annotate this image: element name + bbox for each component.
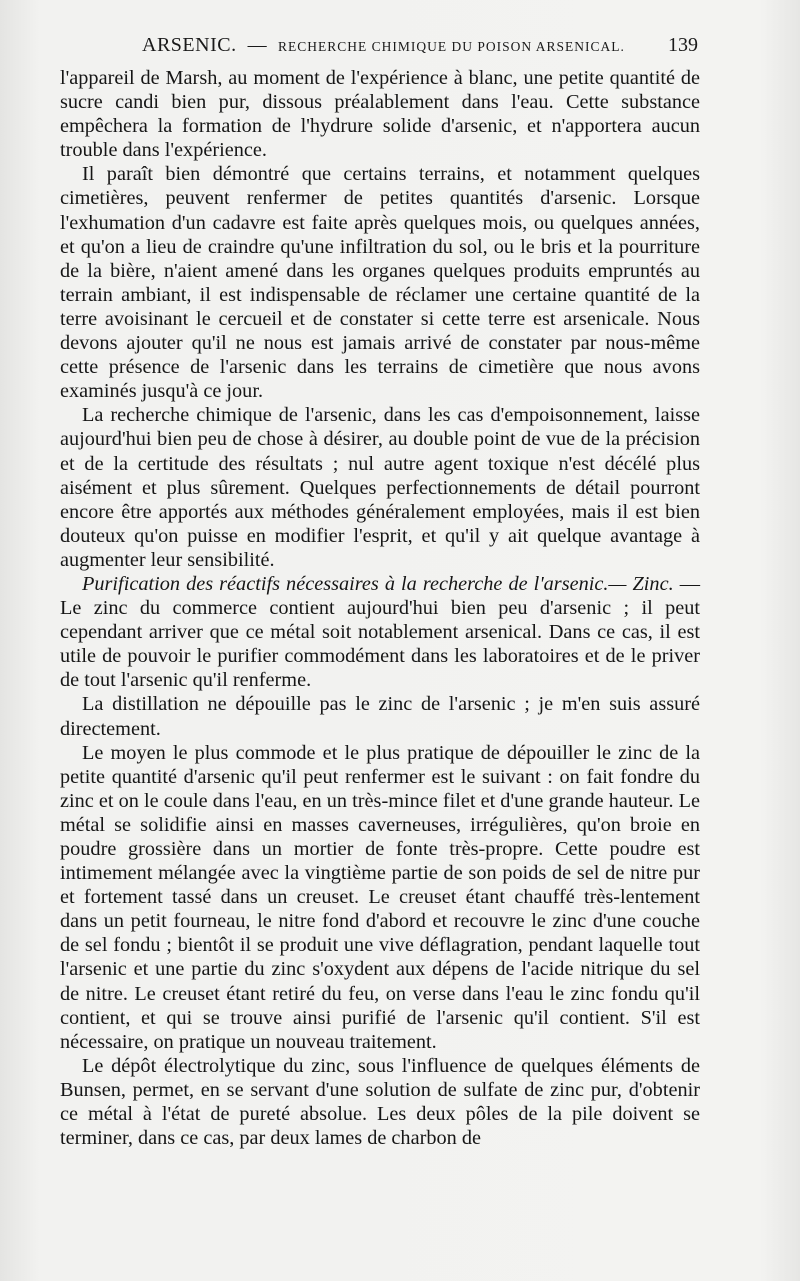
paragraph-4-text: — Le zinc du commerce contient aujourd'hui bien peu d'arsenic ; il peut cependant arriver que ce métal soit notablement arsenical. Dans ce cas, il est utile de pouvoir le purifier commodément dans les laboratoires et de le priver de tout l'arsenic qu'il renferme. <box>60 572 700 692</box>
paragraph-2: Il paraît bien démontré que certains terrains, et notamment quelques cimetières, peuvent renfermer de petites quantités d'arsenic. Lorsque l'exhumation d'un cadavre est faite après quelques mois, ou quelques années, et qu'on a lieu de craindre qu'une infiltration du sol, ou le bris et la pourriture de la bière, n'aient amené dans les organes quelques produits empruntés au terrain ambiant, il est indispensable de réclamer une certaine quantité de la terre avoisinant le cercueil et de constater si cette terre est arsenicale. Nous devons ajouter qu'il ne nous est jamais arrivé de constater par nous-même cette présence de l'arsenic dans les terrains de cimetière que nous avons examinés jusqu'à ce jour. <box>60 163 700 403</box>
running-header <box>60 34 700 62</box>
paragraph-1: l'appareil de Marsh, au moment de l'expérience à blanc, une petite quantité de sucre candi bien pur, dissous préalablement dans l'eau. Cette substance empêchera la formation de l'hydrure solide d'arsenic, et n'apportera aucun trouble dans l'expérience. <box>60 67 700 162</box>
header-title-main: ARSENIC. <box>142 34 237 56</box>
header-title-sub: RECHERCHE CHIMIQUE DU POISON ARSENICAL. <box>278 39 625 54</box>
page-body <box>60 66 700 1150</box>
header-title-dash: — <box>247 35 267 56</box>
running-title <box>142 34 625 57</box>
paragraph-6: Le moyen le plus commode et le plus pratique de dépouiller le zinc de la petite quantité d'arsenic qu'il peut renfermer est le suivant : on fait fondre du zinc et on le coule dans l'eau, en un très-mince filet et d'une grande hauteur. Le métal se solidifie ainsi en masses caverneuses, irrégulières, qu'on broie en poudre grossière dans un mortier de fonte très-propre. Cette poudre est intimement mélangée avec la vingtième partie de son poids de sel de nitre pur et fortement tassé dans un creuset. Le creuset étant chauffé très-lentement dans un petit fourneau, le nitre fond d'abord et recouvre le zinc d'une couche de sel fondu ; bientôt il se produit une vive déflagration, pendant laquelle tout l'arsenic et une partie du zinc s'oxydent aux dépens de l'acide nitrique du sel de nitre. Le creuset étant retiré du feu, on verse dans l'eau le zinc fondu qu'il contient, et qui se trouve ainsi purifié de l'arsenic qu'il contient. S'il est nécessaire, on pratique un nouveau traitement. <box>60 741 700 1053</box>
paragraph-7: Le dépôt électrolytique du zinc, sous l'influence de quelques éléments de Bunsen, permet, en se servant d'une solution de sulfate de zinc pur, d'obtenir ce métal à l'état de pureté absolue. Les deux pôles de la pile doivent se terminer, dans ce cas, par deux lames de charbon de <box>60 1054 700 1150</box>
paragraph-3: La recherche chimique de l'arsenic, dans les cas d'empoisonnement, laisse aujourd'hui bien peu de chose à désirer, au double point de vue de la précision et de la certitude des résultats ; nul autre agent toxique n'est décélé plus aisément et plus sûrement. Quelques perfectionnements de détail pourront encore être apportés aux méthodes généralement employées, mais il est bien douteux qu'on puisse en modifier l'esprit, et qu'il y ait quelque avantage à augmenter leur sensibilité. <box>60 404 700 571</box>
paragraph-4 <box>60 572 700 692</box>
section-heading-zinc: Purification des réactifs nécessaires à la recherche de l'arsenic.— Zinc. <box>82 572 674 595</box>
paragraph-5: La distillation ne dépouille pas le zinc de l'arsenic ; je m'en suis assuré directement. <box>60 693 700 740</box>
page-number: 139 <box>668 34 698 56</box>
